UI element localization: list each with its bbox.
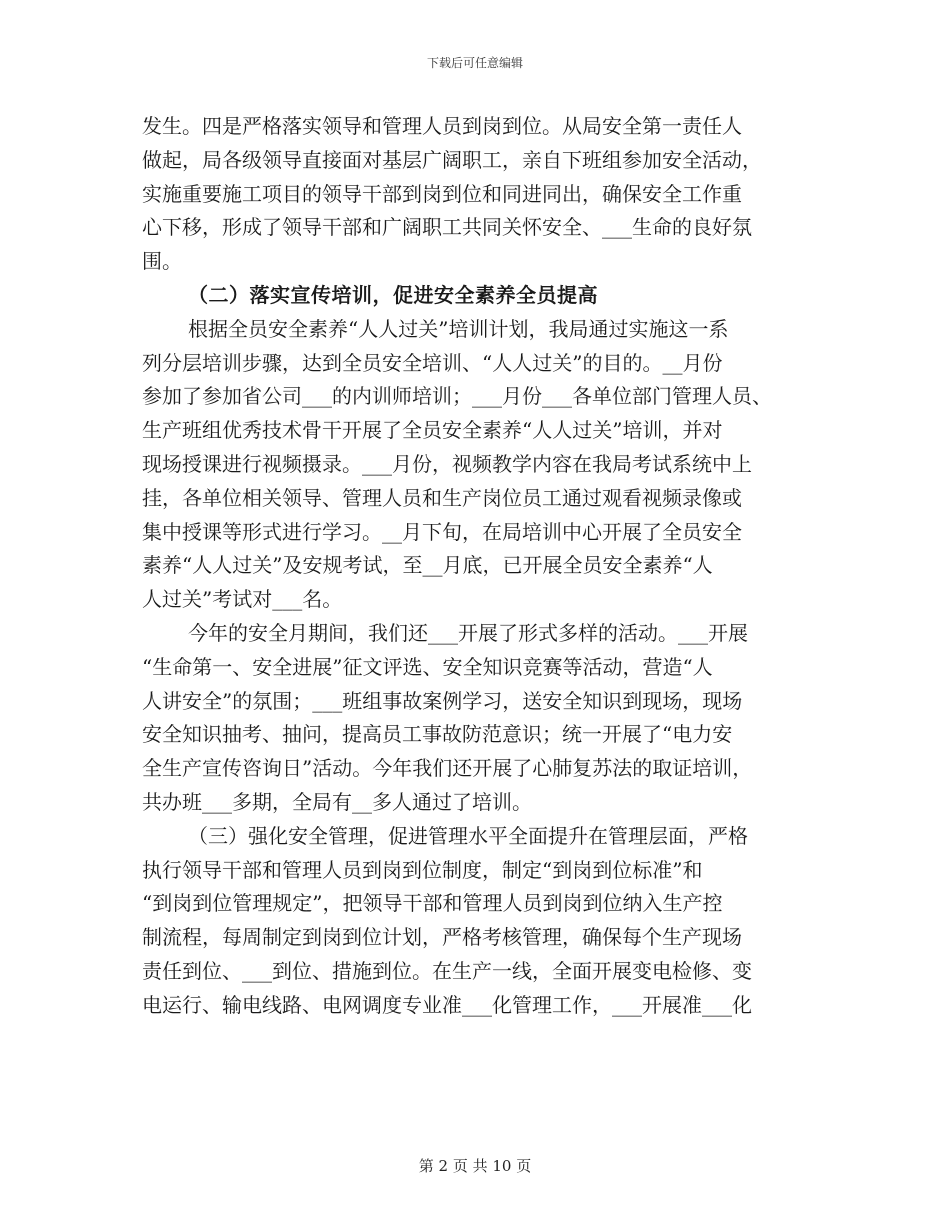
text-line: 发生。四是严格落实领导和管理人员到岗到位。从局安全第一责任人 (142, 114, 742, 138)
text-line: 责任到位、___到位、措施到位。在生产一线，全面开展变电检修、变 (142, 958, 752, 983)
text-line: （三）强化安全管理，促进管理水平全面提升在管理层面，严格 (188, 823, 748, 848)
text-line: 根据全员安全素养“人人过关”培训计划，我局通过实施这一系 (188, 316, 729, 341)
text-line: 现场授课进行视频摄录。___月份，视频教学内容在我局考试系统中上 (142, 451, 752, 476)
text-line: 人过关”考试对___名。 (142, 587, 343, 612)
text-line: 生产班组优秀技术骨干开展了全员安全素养“人人过关”培训，并对 (142, 418, 723, 443)
text-line: 心下移，形成了领导干部和广阔职工共同关怀安全、___生命的良好氛 (142, 215, 752, 240)
text-line: 共办班___多期，全局有__多人通过了培训。 (142, 789, 532, 814)
text-line: 参加了参加省公司___的内训师培训；___月份___各单位部门管理人员、 (142, 384, 772, 409)
text-line: 人讲安全”的氛围；___班组事故案例学习，送安全知识到现场，现场 (142, 688, 743, 713)
text-line: 素养“人人过关”及安规考试，至__月底，已开展全员安全素养“人 (142, 553, 713, 578)
text-line: 集中授课等形式进行学习。__月下旬，在局培训中心开展了全员安全 (142, 519, 742, 544)
page-header: 下载后可任意编辑 (426, 56, 523, 70)
text-line: 制流程，每周制定到岗到位计划，严格考核管理，确保每个生产现场 (142, 925, 742, 950)
text-line: 今年的安全月期间，我们还___开展了形式多样的活动。___开展 (188, 620, 748, 645)
page-number: 第 2 页 共 10 页 (418, 1157, 532, 1175)
text-line: 全生产宣传咨询日”活动。今年我们还开展了心肺复苏法的取证培训， (142, 756, 753, 781)
document-body (142, 110, 818, 1023)
text-line: 实施重要施工项目的领导干部到岗到位和同进同出，确保安全工作重 (142, 181, 742, 206)
text-line: 列分层培训步骤，达到全员安全培训、“人人过关”的目的。__月份 (142, 350, 723, 375)
text-line: 围。 (142, 249, 182, 274)
text-line: “到岗到位管理规定”，把领导干部和管理人员到岗到位纳入生产控 (142, 891, 723, 916)
text-line: 挂，各单位相关领导、管理人员和生产岗位员工通过观看视频录像或 (142, 485, 742, 510)
section-heading: （二）落实宣传培训，促进安全素养全员提高 (188, 282, 598, 307)
text-line: 安全知识抽考、抽问，提高员工事故防范意识；统一开展了“电力安 (142, 722, 733, 747)
text-line: 执行领导干部和管理人员到岗到位制度，制定“到岗到位标准”和 (142, 857, 703, 882)
text-line: 做起，局各级领导直接面对基层广阔职工，亲自下班组参加安全活动， (142, 147, 762, 172)
text-line: 电运行、输电线路、电网调度专业准___化管理工作，___开展准___化 (142, 992, 752, 1017)
text-line: “生命第一、安全进展”征文评选、安全知识竞赛等活动，营造“人 (142, 654, 713, 679)
